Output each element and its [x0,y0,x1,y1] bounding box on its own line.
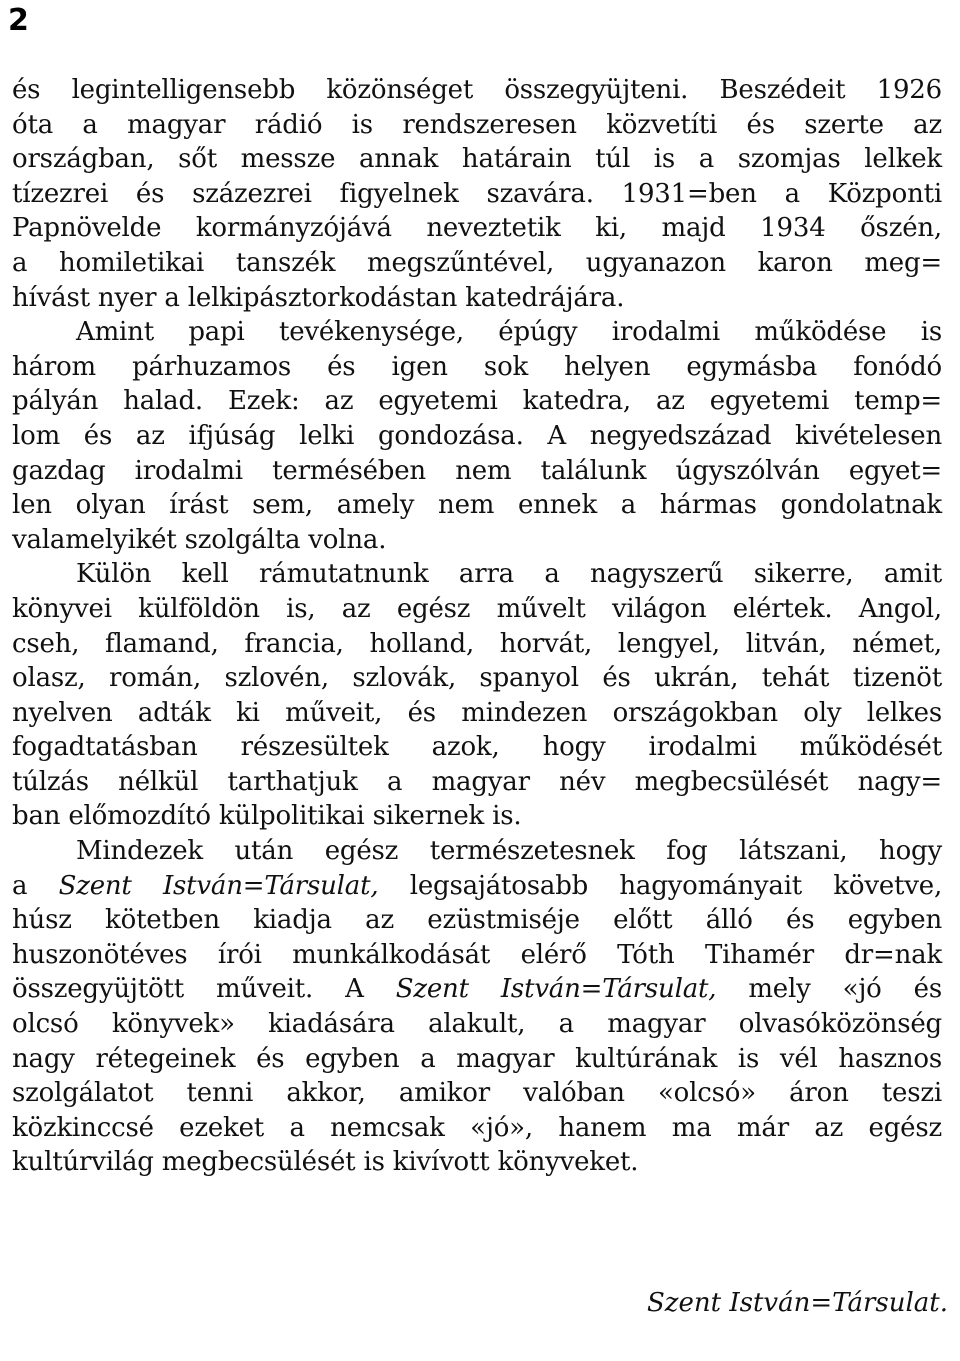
text-line: lom és az ifjúság lelki gondozása. A negyedszázad kivételesen [12,420,942,451]
text-line: olcsó könyvek» kiadására alakult, a magyar olvasóközönség [12,1009,942,1040]
text-line: országban, sőt messze annak határain túl is a szomjas lelkek [12,144,942,175]
text-fragment: legsajátosabb hagyományait követve, [378,870,943,901]
text-line: három párhuzamos és igen sok helyen egymásba fonódó [12,351,942,382]
text-line: szolgálatot tenni akkor, amikor valóban «olcsó» áron teszi [12,1078,942,1109]
body-text [12,73,942,1180]
text-fragment: összegyüjtött műveit. A [12,974,396,1005]
text-line: túlzás nélkül tarthatjuk a magyar név megbecsülését nagy= [12,766,942,797]
text-line: tízezrei és százezrei figyelnek szavára. 1931=ben a Központi [12,178,942,209]
paragraph-3 [12,557,942,834]
text-line: kultúrvilág megbecsülését is kivívott könyveket. [12,1147,639,1178]
text-line: nyelven adták ki műveit, és mindezen országokban oly lelkes [12,697,942,728]
signature: Szent István=Társulat. [646,1288,948,1318]
text-line: gazdag irodalmi termésében nem találunk úgyszólván egyet= [12,455,942,486]
text-line: és legintelligensebb közönséget összegyüjteni. Beszédeit 1926 [12,75,942,105]
text-fragment: mely «jó és [716,974,942,1005]
text-fragment: a [12,870,59,901]
text-line: közkinccsé ezeket a nemcsak «jó», hanem ma már az egész [12,1112,942,1143]
text-line: óta a magyar rádió is rendszeresen közvetíti és szerte az [12,109,942,140]
society-name-italic: Szent István=Társulat, [58,870,379,901]
text-line: Mindezek után egész természetesnek fog látszani, hogy [76,836,942,867]
text-line: huszonötéves írói munkálkodását elérő Tóth Tihamér dr=nak [12,939,942,970]
text-line: cseh, flamand, francia, holland, horvát, lengyel, litván, német, [12,628,942,659]
text-line: valamelyikét szolgálta volna. [12,524,387,555]
text-line: olasz, román, szlovén, szlovák, spanyol és ukrán, tehát tizenöt [12,663,942,694]
text-line: Papnövelde kormányzójává neveztetik ki, majd 1934 őszén, [12,213,942,244]
paragraph-4 [12,834,942,1180]
text-line [12,972,942,1007]
page-number: 2 [8,3,29,38]
text-line: ban előmozdító külpolitikai sikernek is. [12,801,522,832]
text-line: nagy rétegeinek és egyben a magyar kultúrának is vél hasznos [12,1043,942,1074]
paragraph-2 [12,315,942,557]
text-line: húsz kötetben kiadja az ezüstmiséje előtt álló és egyben [12,905,942,936]
text-line: könyvei külföldön is, az egész művelt világon elértek. Angol, [12,593,942,624]
text-line: Külön kell rámutatnunk arra a nagyszerű sikerre, amit [76,559,942,590]
text-line: hívást nyer a lelkipásztorkodástan katedrájára. [12,282,625,313]
text-line: pályán halad. Ezek: az egyetemi katedra, az egyetemi temp= [12,386,942,417]
text-line: fogadtatásban részesültek azok, hogy irodalmi működését [12,732,942,763]
paragraph-1 [12,73,942,315]
text-line [12,869,942,904]
text-line: len olyan írást sem, amely nem ennek a hármas gondolatnak [12,490,942,521]
society-name-italic: Szent István=Társulat, [395,974,717,1005]
text-line: a homiletikai tanszék megszűntével, ugyanazon karon meg= [12,247,942,278]
text-line: Amint papi tevékenysége, épúgy irodalmi működése is [76,317,942,348]
